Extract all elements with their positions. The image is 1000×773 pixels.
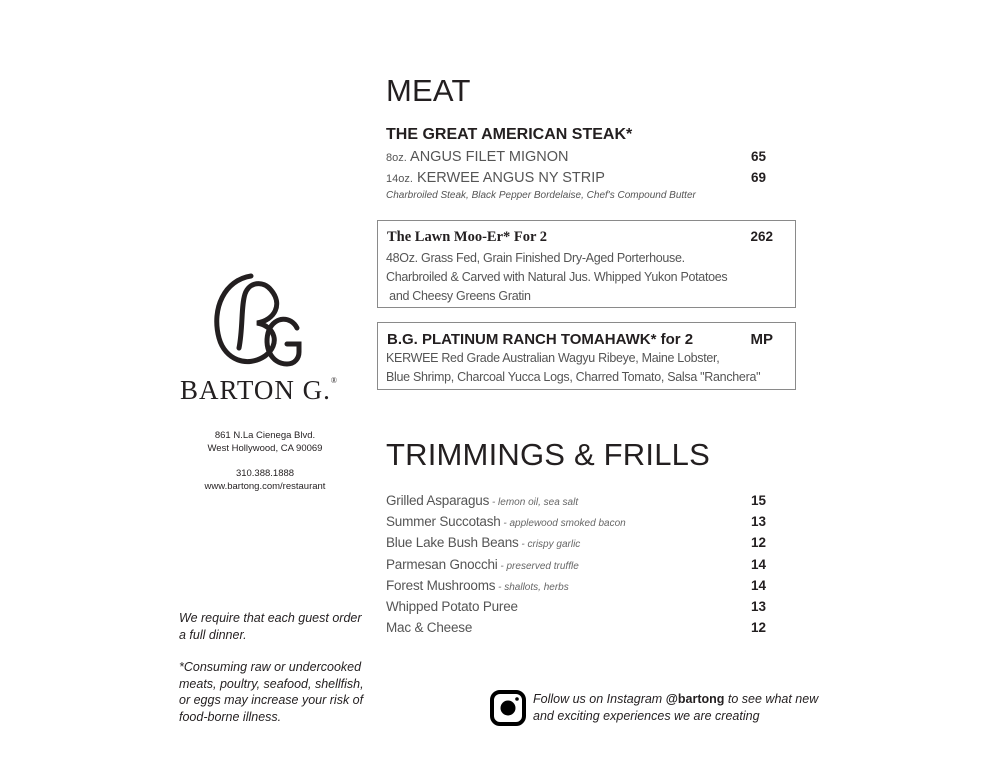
restaurant-contact [180,429,350,493]
featured-item-title: B.G. PLATINUM RANCH TOMAHAWK* for 2 [387,331,694,348]
featured-item-price: MP [750,331,773,348]
raw-food-warning: *Consuming raw or undercooked meats, poultry, seafood, shellfish, or eggs may increase your risk of food-borne illness. [179,660,364,724]
instagram-icon[interactable] [490,690,526,726]
trimmings-list [386,492,766,640]
list-item: Mac & Cheese 12 [386,620,766,636]
instagram-follow-text: Follow us on Instagram @bartong to see what new and exciting experiences we are creating [533,692,819,723]
item-size: 8oz. [386,152,407,164]
address-line-1: 861 N.La Cienega Blvd. [214,430,316,441]
dining-notes [179,610,369,725]
list-item: Whipped Potato Puree 13 [386,598,766,614]
featured-item-lawn-moo-er [377,220,796,308]
featured-item-tomahawk [377,322,796,390]
menu-item [386,170,766,186]
dinner-policy-note: We require that each guest order a full dinner. [179,611,362,642]
featured-item-price: 262 [750,229,773,244]
list-item: Summer Succotash - applewood smoked bacon 13 [386,514,766,530]
list-item: Blue Lake Bush Beans - crispy garlic 12 [386,535,766,551]
item-name: ANGUS FILET MIGNON [410,149,569,165]
item-price: 69 [750,170,766,185]
featured-item-description: 48Oz. Grass Fed, Grain Finished Dry-Aged Porterhouse. Charbroiled & Carved with Natural Jus. Whipped Yukon Potatoes and Cheesy Greens Gratin [386,251,728,303]
instagram-handle[interactable]: @bartong [665,692,725,706]
item-name: KERWEE ANGUS NY STRIP [416,170,605,186]
steak-description: Charbroiled Steak, Black Pepper Bordelaise, Chef's Compound Butter [386,190,696,201]
section-title-meat: MEAT [386,73,471,108]
list-item: Forest Mushrooms - shallots, herbs 14 [386,577,766,593]
steak-heading: THE GREAT AMERICAN STEAK* [386,126,633,143]
item-size: 14oz. [386,173,413,185]
list-item: Grilled Asparagus - lemon oil, sea salt 15 [386,493,766,508]
menu-item [386,149,766,165]
section-title-trimmings: TRIMMINGS & FRILLS [386,437,710,472]
list-item: Parmesan Gnocchi - preserved truffle 14 [386,556,766,572]
phone-number: 310.388.1888 [235,468,295,479]
barton-g-monogram-logo [205,268,315,378]
address-line-2: West Hollywood, CA 90069 [207,443,323,454]
brand-name: BARTON G.® [180,375,338,405]
featured-item-description: KERWEE Red Grade Australian Wagyu Ribeye, Maine Lobster, Blue Shrimp, Charcoal Yucca Logs, Charred Tomato, Salsa "Ranchera" [386,351,761,384]
website-link[interactable]: www.bartong.com/restaurant [204,481,326,492]
featured-item-title: The Lawn Moo-Er* For 2 [387,229,548,245]
item-price: 65 [750,149,766,164]
